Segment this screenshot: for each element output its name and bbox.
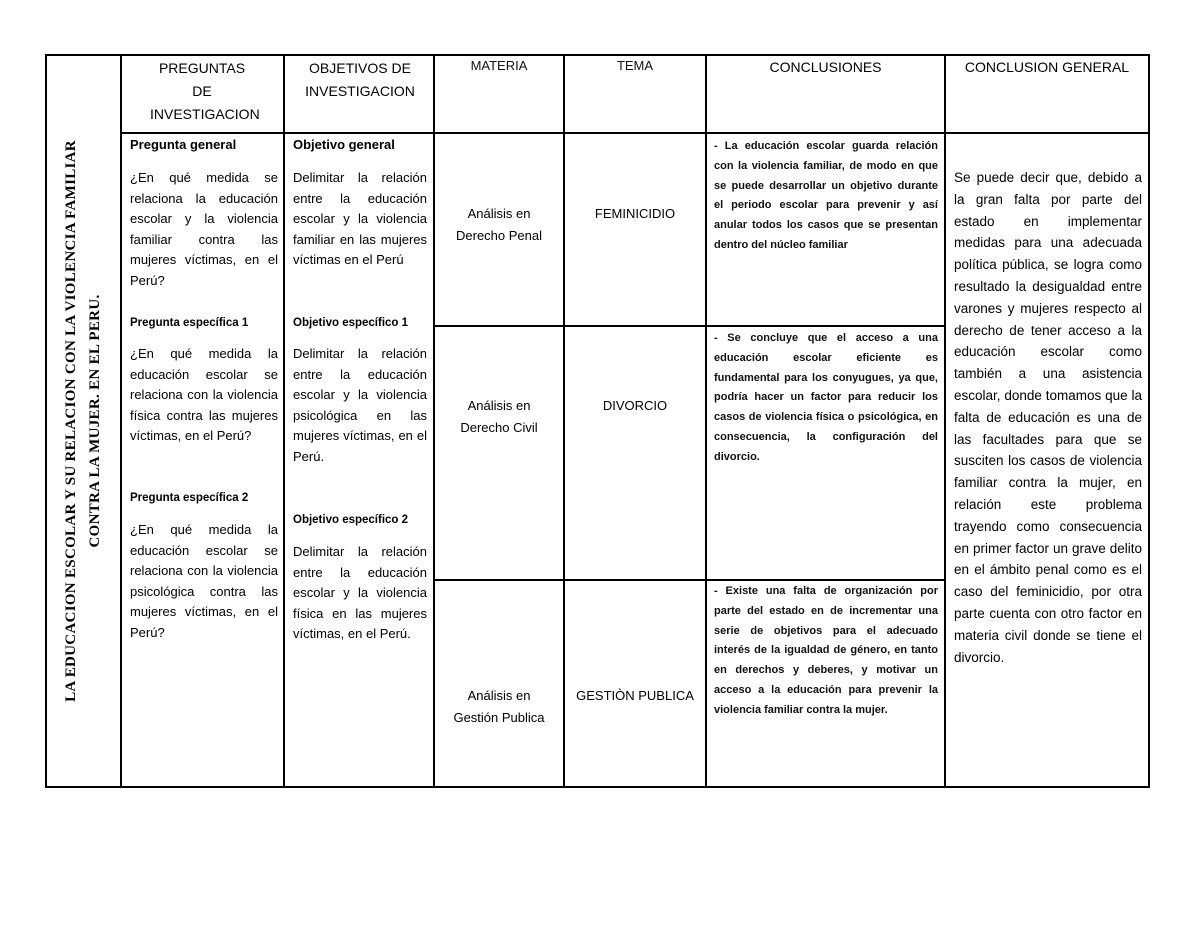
header-tema: TEMA [616,58,654,73]
table-border-bottom [45,786,1150,788]
tema-cell: GESTIÒN PUBLICA [576,688,694,703]
header-objetivos: OBJETIVOS DE INVESTIGACION [305,60,415,99]
tema-cell: FEMINICIDIO [594,206,676,221]
conclusion-cell: - Se concluye que el acceso a una educación escolar eficiente es fundamental para los conyugues, ya que, podría hacer un factor para reducir los casos de violencia física o psicológica, en consecuencia, la configuración del divorcio. [714,332,938,463]
pregunta-especifica-2-label: Pregunta específica 2 [130,492,249,504]
objetivo-general-label: Objetivo general [293,137,395,152]
column-divider [563,54,565,788]
row-divider [433,325,946,327]
pregunta-especifica-2-text: ¿En qué medida la educación escolar se relaciona con la violencia psicológica contra las mujeres víctimas, en el Perú? [130,522,278,640]
header-conclusiones: CONCLUSIONES [769,59,882,75]
tema-cell: DIVORCIO [602,398,668,413]
materia-cell: Análisis en Derecho Penal [456,206,542,243]
column-divider [433,54,435,788]
objetivo-general-text: Delimitar la relación entre la educación escolar y la violencia familiar en las mujeres víctimas en el Perú [293,170,427,267]
row-divider [433,579,946,581]
pregunta-general-label: Pregunta general [130,137,237,152]
row-title: LA EDUCACION ESCOLAR Y SU RELACION CON LA VIOLENCIA FAMILIAR CONTRA LA MUJER. EN EL PERU. [63,140,103,702]
objetivo-especifico-2-label: Objetivo específico 2 [293,514,409,526]
conclusion-cell: - La educación escolar guarda relación con la violencia familiar, de modo en que se puede desarrollar un objetivo durante el periodo escolar para prevenir y así anular todos los casos que se presentan dentro del núcleo familiar [714,140,938,251]
pregunta-especifica-1-label: Pregunta específica 1 [130,317,249,329]
conclusion-cell: - Existe una falta de organización por parte del estado en de incrementar una serie de objetivos para el adecuado interés de la igualdad de género, en tanto en derechos y deberes, y motivar un acceso a la educación para prevenir la violencia familiar contra la mujer. [714,585,938,716]
header-preguntas: PREGUNTAS DE INVESTIGACION [150,60,260,122]
materia-cell: Análisis en Derecho Civil [460,398,538,435]
header-divider [120,132,1150,134]
column-divider [120,54,122,788]
column-divider [705,54,707,788]
conclusion-general-text: Se puede decir que, debido a la gran falta por parte del estado en implementar medidas para una adecuada política pública, se logra como resultado la desigualdad entre varones y mujeres respecto al derecho de tener acceso a la educación escolar como también a una asistencia escolar, donde tomamos que la falta de educación es una de las facultades para que se susciten los casos de violencia familiar contra la mujer, en relación este problema trayendo como consecuencia en primer factor un grave delito en el ámbito penal como es el caso del feminicidio, por otra parte cuenta con otro factor en materia civil donde se tiene el divorcio. [954,170,1142,665]
pregunta-especifica-1-text: ¿En qué medida la educación escolar se relaciona con la violencia física contra las mujeres víctimas, en el Perú? [130,346,278,443]
objetivo-especifico-1-text: Delimitar la relación entre la educación escolar y la violencia psicológica en las mujeres víctimas, en el Perú. [293,346,427,464]
objetivo-especifico-2-text: Delimitar la relación entre la educación escolar y la violencia física en las mujeres víctimas, en el Perú. [293,544,427,641]
column-divider [283,54,285,788]
table-border-left [45,54,47,788]
column-divider [944,54,946,788]
header-conclusion-general: CONCLUSION GENERAL [964,59,1130,75]
header-materia: MATERIA [470,58,528,73]
pregunta-general-text: ¿En qué medida se relaciona la educación escolar y la violencia familiar contra las mujeres víctimas, en el Perú? [130,170,278,288]
objetivo-especifico-1-label: Objetivo específico 1 [293,317,409,329]
table-border-right [1148,54,1150,788]
materia-cell: Análisis en Gestión Publica [453,688,545,725]
